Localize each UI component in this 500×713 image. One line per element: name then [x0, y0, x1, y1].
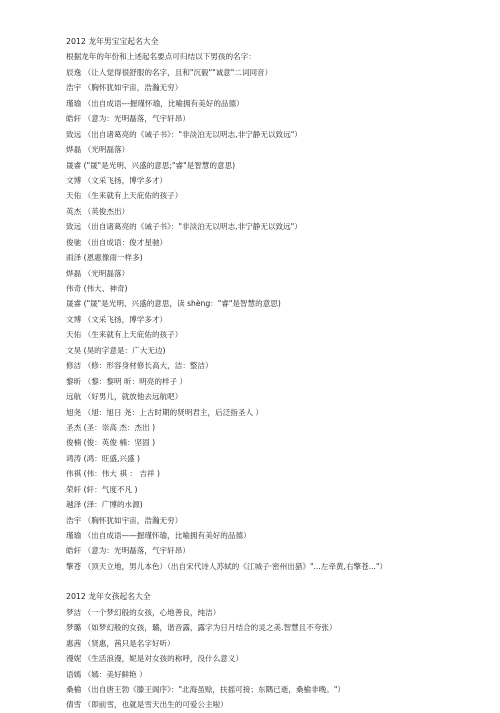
text-line: 越泽 (泽：广博的水源)	[66, 500, 143, 510]
text-line: 皓轩 （意为：光明磊落，气宇轩昂）	[66, 546, 190, 556]
text-line: 伟祺 (伟：伟大 祺 ： 吉祥 )	[66, 469, 160, 479]
text-line: 浩宇 （胸怀犹如宇宙，浩瀚无穷）	[66, 83, 183, 93]
text-line: 辰逸 （让人觉得很舒服的名字，且和"沉毅""诚意"二词同音）	[66, 67, 273, 77]
text-line: 梦洁 （一个梦幻般的女孩，心地善良，纯洁）	[66, 607, 221, 617]
text-line: 英杰 （英俊杰出）	[66, 206, 130, 216]
text-line: 文博 （文采飞扬，博学多才）	[66, 314, 168, 324]
text-line: 晟睿 ("晟"是光明、兴盛的意思;"睿"是智慧的意思)	[66, 160, 236, 170]
text-line: 俊楠 (俊：英俊 楠：坚固 )	[66, 438, 156, 448]
girls-section	[66, 589, 486, 713]
text-line: 俊驰 （出自成语：俊才星驰）	[66, 237, 168, 247]
text-line: 惠茜 （贤惠，茜只是名字好听）	[66, 638, 175, 648]
text-line: 倩雪 （即前雪，也就是雪天出生的可爱公主啦）	[66, 700, 228, 710]
text-line: 伟奇 (伟大、神奇)	[66, 284, 128, 293]
text-line: 语嫣 （嫣：美好鲜艳 ）	[66, 669, 147, 679]
text-line: 漫妮 （生活浪漫，妮是对女孩的称呼，没什么意义）	[66, 654, 244, 664]
text-line: 文昊 (昊的字意是：广大无边)	[66, 345, 166, 355]
text-line: 擎苍 （顶天立地，男儿本色）（出自宋代诗人苏轼的《江城子·密州出猎》"...左牵黄,右擎苍..."）	[66, 561, 388, 571]
text-line: 圣杰 (圣：崇高 杰：杰出 )	[66, 422, 156, 432]
text-line: 天佑 （生来就有上天庇佑的孩子）	[66, 191, 183, 201]
boys-section-title: 2012 龙年男宝宝起名大全	[66, 37, 159, 46]
text-line: 皓轩 （意为：光明磊落，气宇轩昂）	[66, 114, 190, 124]
girls-name-list	[66, 605, 486, 713]
text-line: 黎昕 （黎：黎明 昕：明亮的样子 ）	[66, 376, 188, 386]
text-line: 瑾瑜 （出自成语---握瑾怀瑜，比喻拥有美好的品德）	[66, 98, 244, 108]
text-line: 雨泽 (恩惠像雨一样多)	[66, 253, 143, 263]
text-line: 烨磊 （光明磊落）	[66, 145, 130, 155]
text-line: 荣轩 (轩：气度不凡 )	[66, 484, 138, 494]
text-line: 鸿涛 (鸿：旺盛,兴盛 )	[66, 453, 140, 463]
text-line: 根据龙年的年份和上述起名要点可归结以下男孩的名字：	[66, 52, 256, 62]
text-line: 梦璐 （如梦幻般的女孩，璐，谐音露，露字为日月结合的灵之美.智慧且不夸张）	[66, 623, 337, 633]
document-page	[66, 34, 486, 713]
text-line: 致远 （出自诸葛亮的《诫子书》："非淡泊无以明志,非宁静无以致远"）	[66, 222, 302, 232]
text-line: 桑榆 （出自唐王勃《滕王阁序》："北海虽赊，扶摇可接；东隅已逝，桑榆非晚。"）	[66, 684, 345, 694]
text-line: 修洁 （修：形容身材修长高大，洁：整洁）	[66, 361, 213, 371]
text-line: 文博 （文采飞扬，博学多才）	[66, 175, 168, 185]
text-line: 远航 （好男儿，就放他去远航吧）	[66, 392, 183, 402]
section-gap	[66, 574, 486, 589]
text-line: 浩宇 （胸怀犹如宇宙，浩瀚无穷）	[66, 515, 183, 525]
boys-name-list	[66, 49, 486, 574]
text-line: 晟睿 ("晟"是光明、兴盛的意思，读 shèng："睿"是智慧的意思)	[66, 299, 281, 309]
text-line: 瑾瑜 （出自成语——握瑾怀瑜，比喻拥有美好的品德）	[66, 531, 251, 540]
text-line: 旭尧 （旭：旭日 尧：上古时期的贤明君主，后泛指圣人 ）	[66, 407, 264, 417]
text-line: 天佑 （生来就有上天庇佑的孩子）	[66, 330, 183, 340]
boys-section	[66, 34, 486, 574]
text-line: 烨磊 （光明磊落）	[66, 268, 130, 278]
girls-section-title: 2012 龙年女孩起名大全	[66, 592, 151, 602]
text-line: 致远 （出自诸葛亮的《诫子书》："非淡泊无以明志,非宁静无以致远"）	[66, 129, 302, 139]
